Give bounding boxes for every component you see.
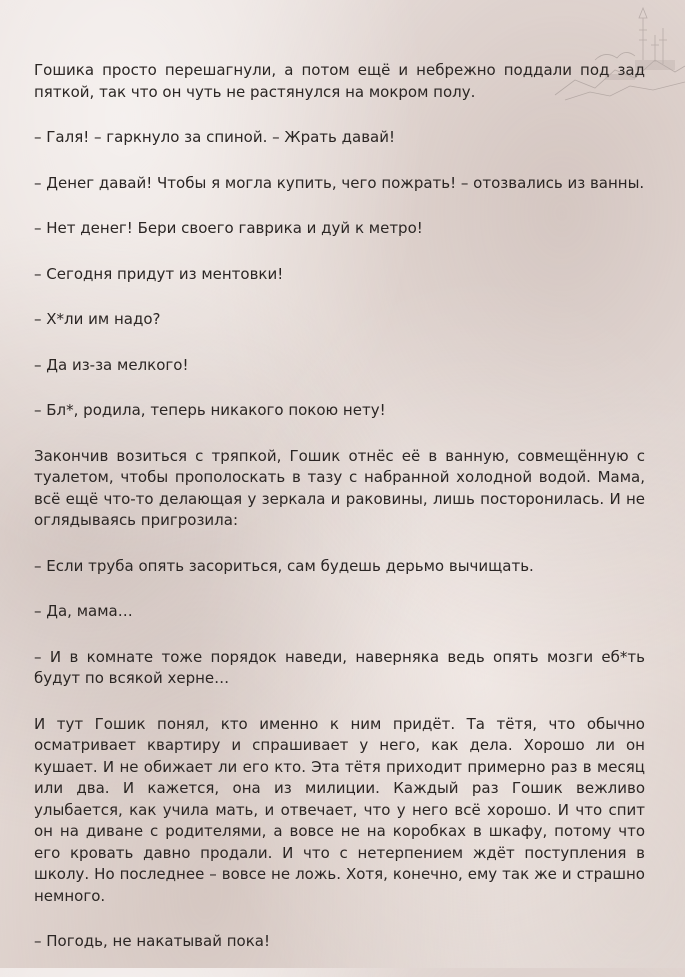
paragraph-narration: Гошика просто перешагнули, а потом ещё и небрежно поддали под зад пяткой, так что он чуть не растянулся на мокром полу. [34, 61, 645, 101]
paragraph-dialog: – Х*ли им надо? [34, 310, 161, 328]
paragraph-dialog: – И в комнате тоже порядок наведи, наверняка ведь опять мозги еб*ть будут по всякой херне… [34, 647, 645, 687]
paragraph-narration: Закончив возиться с тряпкой, Гошик отнёс её в ванную, совмещённую с туалетом, чтобы прополоскать в тазу с набранной холодной водой. Мама, всё ещё что-то делающая у зеркала и раковины, лишь посторонилась. И не оглядываясь пригрозила: [34, 446, 645, 529]
paragraph-dialog: – Сегодня придут из ментовки! [34, 264, 284, 283]
paragraph-dialog: – Галя! – гаркнуло за спиной. – Жрать давай! [34, 128, 395, 146]
paragraph-dialog: – Денег давай! Чтобы я могла купить, чего пожрать! – отозвались из ванны. [34, 173, 645, 192]
paragraph-narration: И тут Гошик понял, кто именно к ним придёт. Та тётя, что обычно осматривает квартиру и спрашивает у него, как дела. Хорошо ли он кушает. И не обижает ли его кто. Эта тётя приходит примерно раз в месяц или два. И кажется, она из милиции. Каждый раз Гошик вежливо улыбается, как учила мать, и отвечает, что у него всё хорошо. И что спит он на диване с родителями, а вовсе не на коробках в шкафу, потому что его кровать давно продали. И что с нетерпением ждёт поступления в школу. Но последнее – вовсе не ложь. Хотя, конечно, ему так же и страшно немного. [34, 714, 645, 905]
book-page-text [34, 60, 645, 977]
paragraph-dialog: – Если труба опять засориться, сам будешь дерьмо вычищать. [34, 556, 534, 575]
paragraph-dialog: – Погодь, не накатывай пока! [34, 932, 270, 950]
paragraph-dialog: – Да, мама… [34, 602, 133, 620]
paragraph-dialog: – Да из-за мелкого! [34, 355, 189, 374]
paragraph-dialog: – Бл*, родила, теперь никакого покою нету! [34, 401, 386, 419]
paragraph-dialog: – Нет денег! Бери своего гаврика и дуй к метро! [34, 219, 423, 237]
